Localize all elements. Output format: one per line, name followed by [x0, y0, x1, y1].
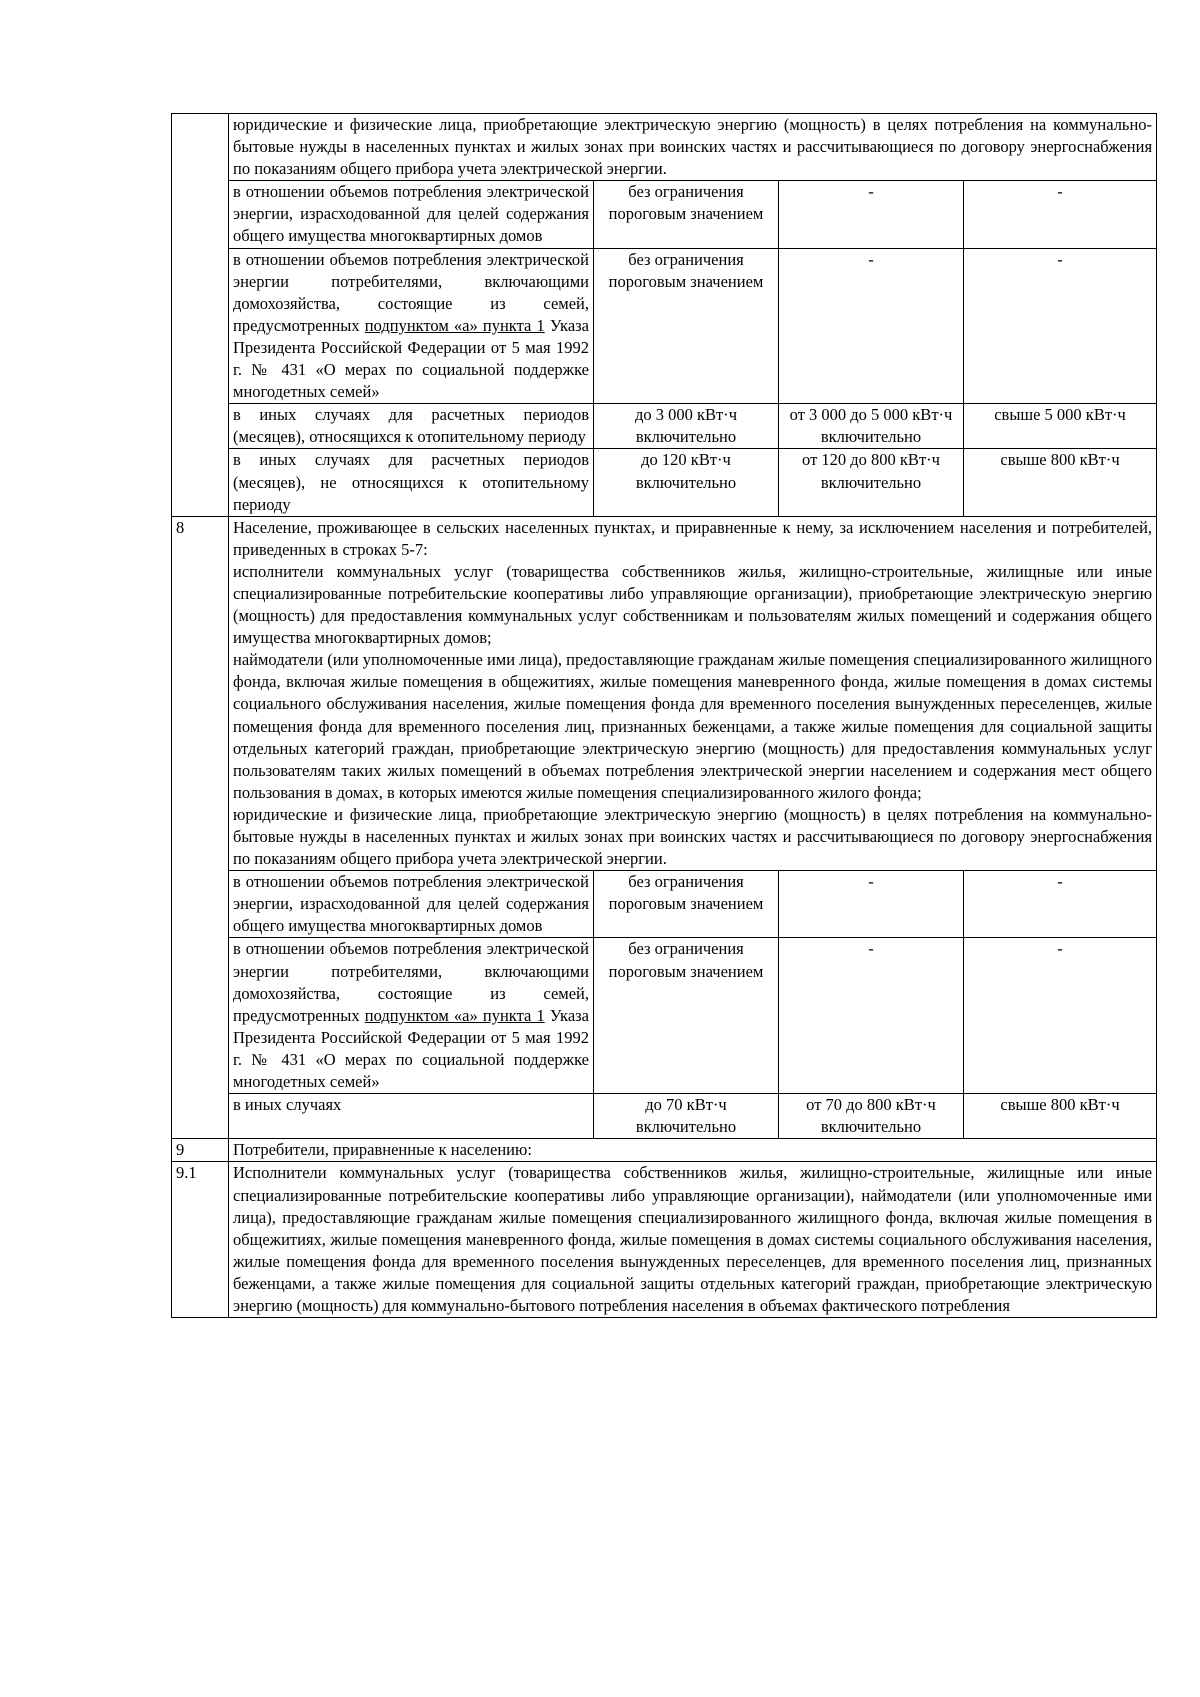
- table-subrow: [172, 404, 1157, 449]
- row-number: 8: [172, 516, 229, 1139]
- subrow-range-2: от 3 000 до 5 000 кВт·ч включительно: [779, 404, 964, 449]
- row-paragraph: юридические и физические лица, приобретающие электрическую энергию (мощность) в целях потребления на коммунально-бытовые нужды в населенных пунктах и жилых зонах при воинских частях и рассчитывающиеся по договору энергоснабжения по показаниям общего прибора учета электрической энергии.: [233, 804, 1153, 869]
- subrow-description: в иных случаях: [229, 1094, 594, 1139]
- subrow-range-3: свыше 5 000 кВт·ч: [964, 404, 1157, 449]
- row-number: 9: [172, 1139, 229, 1162]
- subrow-range-2: -: [779, 871, 964, 938]
- row-description: Исполнители коммунальных услуг (товарищества собственников жилья, жилищно-строительные, жилищные или иные специализированные потребительские кооперативы либо управляющие организации), наймодатели (или уполномоченные ими лица), предоставляющие гражданам жилые помещения специализированного жилищного фонда, включая жилые помещения в общежитиях, жилые помещения маневренного фонда, жилые помещения в домах системы социального обслуживания населения, жилые помещения фонда для временного поселения вынужденных переселенцев, для временного поселения лиц, признанных беженцами, а также жилые помещения для социальной защиты отдельных категорий граждан, приобретающие электрическую энергию (мощность) для коммунально-бытового потребления населения в объемах фактического потребления: [229, 1162, 1157, 1318]
- subrow-description: [229, 248, 594, 404]
- row-number: 9.1: [172, 1162, 229, 1318]
- subrow-desc-text: Указа Президента Российской Федерации от 5 мая 1992 г. № 431 «О мерах по социальной поддержке многодетных семей»: [233, 1005, 589, 1092]
- subrow-range-2: от 120 до 800 кВт·ч включительно: [779, 449, 964, 516]
- subrow-desc-text: Указа Президента Российской Федерации от 5 мая 1992 г. № 431 «О мерах по социальной поддержке многодетных семей»: [233, 315, 589, 402]
- table-subrow: [172, 181, 1157, 248]
- subrow-description: [229, 938, 594, 1094]
- subrow-description: в иных случаях для расчетных периодов (месяцев), не относящихся к отопительному периоду: [229, 449, 594, 516]
- subrow-range-3: -: [964, 938, 1157, 1094]
- row-number-cell: [172, 114, 229, 517]
- subrow-desc-text: в отношении объемов потребления электрической энергии потребителями, включающими домохозяйства, состоящие из семей, предусмотренных: [233, 249, 589, 335]
- table-subrow: [172, 449, 1157, 516]
- tariff-table: [171, 113, 1157, 1318]
- subrow-range-1: до 70 кВт·ч включительно: [594, 1094, 779, 1139]
- decree-reference-link[interactable]: подпунктом «а» пункта 1: [364, 1005, 545, 1025]
- subrow-desc-text: в отношении объемов потребления электрической энергии потребителями, включающими домохозяйства, состоящие из семей, предусмотренных: [233, 939, 589, 1025]
- subrow-range-1: без ограничения пороговым значением: [594, 938, 779, 1094]
- subrow-range-2: -: [779, 181, 964, 248]
- subrow-range-2: от 70 до 800 кВт·ч включительно: [779, 1094, 964, 1139]
- subrow-range-3: свыше 800 кВт·ч: [964, 449, 1157, 516]
- table-subrow: [172, 248, 1157, 404]
- subrow-range-1: до 3 000 кВт·ч включительно: [594, 404, 779, 449]
- subrow-range-1: без ограничения пороговым значением: [594, 248, 779, 404]
- decree-reference-link[interactable]: подпунктом «а» пункта 1: [364, 315, 545, 335]
- subrow-range-2: -: [779, 938, 964, 1094]
- table-row-9-1: [172, 1162, 1157, 1318]
- subrow-range-2: -: [779, 248, 964, 404]
- subrow-range-1: до 120 кВт·ч включительно: [594, 449, 779, 516]
- row-paragraph: исполнители коммунальных услуг (товарищества собственников жилья, жилищно-строительные, жилищные или иные специализированные потребительские кооперативы либо управляющие организации), приобретающие электрическую энергию (мощность) для предоставления коммунальных услуг собственникам и пользователям жилых помещений и содержания общего имущества многоквартирных домов;: [233, 561, 1153, 648]
- table-row-8: [172, 516, 1157, 871]
- row-description: юридические и физические лица, приобретающие электрическую энергию (мощность) в целях потребления на коммунально-бытовые нужды в населенных пунктах и жилых зонах при воинских частях и рассчитывающиеся по договору энергоснабжения по показаниям общего прибора учета электрической энергии.: [229, 114, 1157, 181]
- table-subrow: [172, 871, 1157, 938]
- subrow-range-3: -: [964, 871, 1157, 938]
- row-description: [229, 516, 1157, 871]
- subrow-range-3: свыше 800 кВт·ч: [964, 1094, 1157, 1139]
- row-description: Потребители, приравненные к населению:: [229, 1139, 1157, 1162]
- row-paragraph: наймодатели (или уполномоченные ими лица), предоставляющие гражданам жилые помещения специализированного жилищного фонда, включая жилые помещения в общежитиях, жилые помещения маневренного фонда, жилые помещения в домах системы социального обслуживания населения, жилые помещения фонда для временного поселения вынужденных переселенцев, жилые помещения фонда для временного поселения лиц, признанных беженцами, а также жилые помещения для социальной защиты отдельных категорий граждан, приобретающие электрическую энергию (мощность) для предоставления коммунальных услуг пользователям таких жилых помещений в объемах потребления электрической энергии населением и содержания мест общего пользования в домах, в которых имеются жилые помещения специализированного жилого фонда;: [233, 650, 1153, 802]
- table-row-9: [172, 1139, 1157, 1162]
- table-subrow: [172, 938, 1157, 1094]
- subrow-range-3: -: [964, 248, 1157, 404]
- row-paragraph: Население, проживающее в сельских населенных пунктах, и приравненные к нему, за исключением населения и потребителей, приведенных в строках 5-7:: [233, 517, 1153, 559]
- subrow-description: в отношении объемов потребления электрической энергии, израсходованной для целей содержания общего имущества многоквартирных домов: [229, 871, 594, 938]
- subrow-range-1: без ограничения пороговым значением: [594, 871, 779, 938]
- subrow-range-3: -: [964, 181, 1157, 248]
- table-subrow: [172, 1094, 1157, 1139]
- table-row-continuation: [172, 114, 1157, 181]
- subrow-range-1: без ограничения пороговым значением: [594, 181, 779, 248]
- subrow-description: в иных случаях для расчетных периодов (месяцев), относящихся к отопительному периоду: [229, 404, 594, 449]
- subrow-description: в отношении объемов потребления электрической энергии, израсходованной для целей содержания общего имущества многоквартирных домов: [229, 181, 594, 248]
